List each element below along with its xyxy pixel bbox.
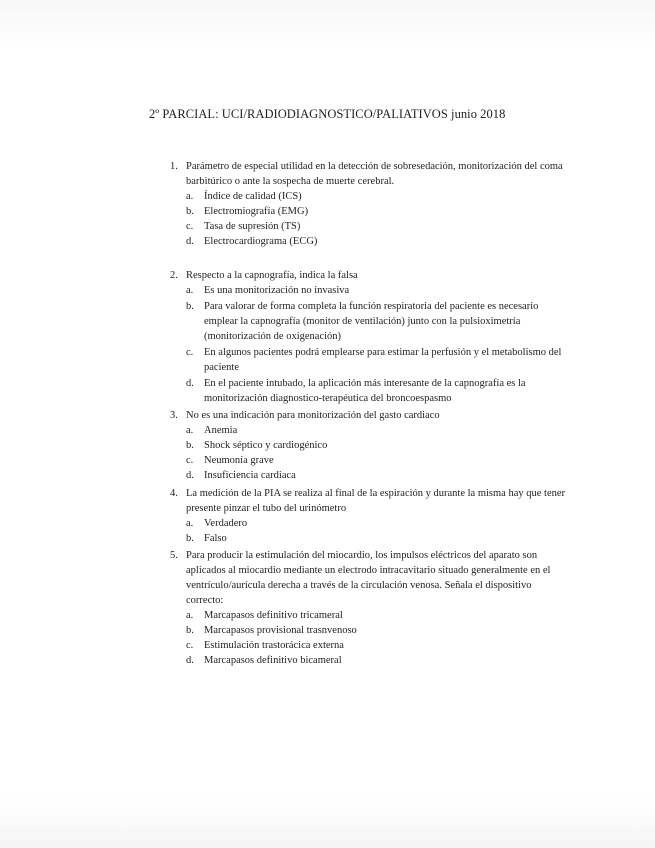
option-c	[170, 453, 570, 468]
option-b	[170, 438, 570, 453]
question-stem	[170, 159, 570, 189]
option-b	[170, 299, 570, 344]
question-text: No es una indicación para monitorización del gasto cardiaco	[186, 410, 440, 421]
question-number: 4.	[170, 488, 178, 499]
option-text: Electromiografía (EMG)	[204, 206, 309, 217]
question-stem	[170, 548, 570, 608]
option-letter: d.	[186, 236, 194, 247]
question-5	[170, 548, 570, 668]
option-list	[170, 423, 570, 483]
option-a	[170, 423, 570, 438]
option-letter: b.	[186, 533, 194, 544]
option-letter: c.	[186, 640, 194, 651]
option-text: Índice de calidad (ICS)	[204, 191, 302, 202]
option-text: Neumonía grave	[204, 455, 274, 466]
option-text: Electrocardiograma (ECG)	[204, 236, 318, 247]
option-letter: b.	[186, 206, 194, 217]
option-b	[170, 204, 570, 219]
option-text: Anemia	[204, 425, 238, 436]
question-1	[170, 159, 570, 249]
question-stem	[170, 408, 570, 423]
option-letter: a.	[186, 191, 194, 202]
option-a	[170, 516, 570, 531]
question-stem	[170, 268, 570, 283]
option-text: Marcapasos provisional trasnvenoso	[204, 625, 357, 636]
question-number: 5.	[170, 550, 178, 561]
option-letter: d.	[186, 378, 194, 389]
option-text: Para valorar de forma completa la función respiratoria del paciente es necesario emplear la capnografía (monitor de ventilación) junto con la pulsioximetría (monitorización de oxigenación)	[204, 301, 539, 342]
option-letter: a.	[186, 610, 194, 621]
option-text: Es una monitorización no invasiva	[204, 285, 350, 296]
question-2	[170, 268, 570, 407]
page-title: 2º PARCIAL: UCI/RADIODIAGNOSTICO/PALIATIVOS junio 2018	[149, 107, 506, 121]
option-d	[170, 234, 570, 249]
option-a	[170, 283, 570, 298]
option-text: En algunos pacientes podrá emplearse para estimar la perfusión y el metabolismo del paciente	[204, 347, 562, 373]
option-text: Estimulación trastorácica externa	[204, 640, 344, 651]
option-c	[170, 219, 570, 234]
option-b	[170, 623, 570, 638]
option-letter: b.	[186, 440, 194, 451]
option-text: Marcapasos definitivo bicameral	[204, 655, 342, 666]
option-list	[170, 189, 570, 249]
option-d	[170, 468, 570, 483]
option-d	[170, 653, 570, 668]
option-text: Tasa de supresión (TS)	[204, 221, 301, 232]
option-list	[170, 516, 570, 546]
option-letter: a.	[186, 285, 194, 296]
option-letter: c.	[186, 455, 194, 466]
option-letter: c.	[186, 221, 194, 232]
question-3	[170, 408, 570, 483]
option-text: Shock séptico y cardiogénico	[204, 440, 328, 451]
question-number: 1.	[170, 161, 178, 172]
option-c	[170, 345, 570, 375]
option-a	[170, 608, 570, 623]
question-text: Respecto a la capnografía, indica la falsa	[186, 270, 358, 281]
option-text: Verdadero	[204, 518, 248, 529]
option-letter: d.	[186, 470, 194, 481]
question-text: Parámetro de especial utilidad en la detección de sobresedación, monitorización del coma barbitúrico o ante la sospecha de muerte cerebral.	[186, 161, 563, 187]
option-d	[170, 376, 570, 406]
option-list	[170, 283, 570, 406]
option-letter: a.	[186, 518, 194, 529]
question-number: 3.	[170, 410, 178, 421]
option-letter: d.	[186, 655, 194, 666]
option-c	[170, 638, 570, 653]
option-a	[170, 189, 570, 204]
option-letter: b.	[186, 625, 194, 636]
question-text: Para producir la estimulación del miocardio, los impulsos eléctricos del aparato son aplicados al miocardio mediante un electrodo intracavitario situado generalmente en el ventrículo/aurícula derecha a través de la circulación venosa. Señala el dispositivo correcto:	[186, 550, 551, 606]
option-list	[170, 608, 570, 668]
option-text: Insuficiencia cardiaca	[204, 470, 296, 481]
question-number: 2.	[170, 270, 178, 281]
question-stem	[170, 486, 570, 516]
option-letter: b.	[186, 301, 194, 312]
option-text: Marcapasos definitivo tricameral	[204, 610, 343, 621]
option-text: Falso	[204, 533, 227, 544]
option-letter: c.	[186, 347, 194, 358]
question-4	[170, 486, 570, 546]
option-text: En el paciente intubado, la aplicación más interesante de la capnografía es la monitorización diagnostico-terapéutica del broncoespasmo	[204, 378, 526, 404]
question-text: La medición de la PIA se realiza al final de la espiración y durante la misma hay que tener presente pinzar el tubo del urinómetro	[186, 488, 566, 514]
option-b	[170, 531, 570, 546]
option-letter: a.	[186, 425, 194, 436]
